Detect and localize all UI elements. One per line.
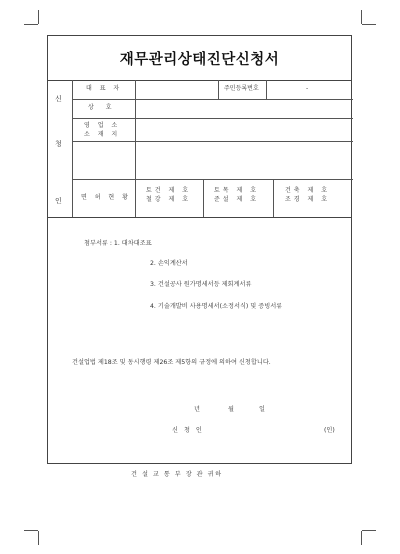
attachment-item-2: 2. 손익계산서 bbox=[150, 260, 188, 267]
side-column-divider bbox=[72, 80, 73, 217]
row-divider-3 bbox=[72, 141, 353, 142]
license-cell-3-line2: 조경 제 호 bbox=[285, 196, 330, 203]
document-body bbox=[48, 217, 351, 478]
crop-mark-top-left-h bbox=[24, 24, 38, 25]
license-divider-1 bbox=[203, 179, 204, 217]
trade-name-label: 상 호 bbox=[88, 104, 117, 111]
date-month: 월 bbox=[228, 406, 234, 413]
crop-mark-bottom-right-v bbox=[361, 531, 362, 545]
license-cell-3-line1: 건축 제 호 bbox=[285, 187, 330, 194]
license-cell-1-line2: 철강 제 호 bbox=[146, 196, 191, 203]
resident-number-dash: - bbox=[306, 85, 309, 92]
row-divider-4 bbox=[72, 179, 353, 180]
addressee: 건 설 교 통 부 장 관 귀하 bbox=[131, 471, 223, 478]
resident-label-right-divider bbox=[266, 80, 267, 99]
date-year: 년 bbox=[194, 406, 200, 413]
row-divider-2 bbox=[72, 118, 353, 119]
date-day: 일 bbox=[259, 406, 265, 413]
license-status-label: 면 허 현 황 bbox=[81, 194, 131, 201]
side-label-in: 인 bbox=[55, 197, 62, 205]
representative-label: 대 표 자 bbox=[86, 85, 123, 92]
crop-mark-bottom-left-h bbox=[24, 530, 38, 531]
crop-mark-top-left-v bbox=[38, 10, 39, 24]
crop-mark-bottom-left-v bbox=[38, 531, 39, 545]
attachment-item-4: 4. 기술개발비 사용명세서(소정서식) 및 증빙서류 bbox=[150, 303, 283, 310]
label-column-divider bbox=[135, 80, 136, 217]
application-statement: 건설업법 제18조 및 동시행령 제26조 제5항의 규정에 의하여 신청합니다. bbox=[72, 359, 271, 366]
crop-mark-top-right-h bbox=[362, 24, 376, 25]
license-cell-2-line1: 토목 제 호 bbox=[214, 187, 259, 194]
license-cell-2-line2: 준설 제 호 bbox=[214, 196, 259, 203]
row-divider-1 bbox=[72, 99, 353, 100]
attachments-header: 첨부서류 : 1. 대차대조표 bbox=[84, 240, 152, 247]
side-label-sin: 신 bbox=[55, 95, 62, 103]
crop-mark-bottom-right-h bbox=[362, 530, 376, 531]
resident-number-label: 주민등록번호 bbox=[224, 85, 259, 92]
applicant-signature-label: 신 청 인 bbox=[172, 427, 204, 434]
office-label-line2: 소 재 지 bbox=[84, 131, 121, 138]
application-form bbox=[47, 35, 352, 478]
crop-mark-top-right-v bbox=[361, 10, 362, 24]
resident-label-left-divider bbox=[218, 80, 219, 99]
applicant-section bbox=[48, 80, 351, 218]
form-title: 재무관리상태진단신청서 bbox=[48, 36, 351, 81]
attachment-item-3: 3. 건설공사 원가명세서등 제회계서류 bbox=[150, 281, 252, 288]
license-divider-2 bbox=[273, 179, 274, 217]
seal-mark: (인) bbox=[324, 427, 335, 434]
side-label-cheong: 청 bbox=[55, 140, 62, 148]
license-cell-1-line1: 토건 제 호 bbox=[146, 187, 191, 194]
office-label-line1: 영 업 소 bbox=[84, 122, 121, 129]
